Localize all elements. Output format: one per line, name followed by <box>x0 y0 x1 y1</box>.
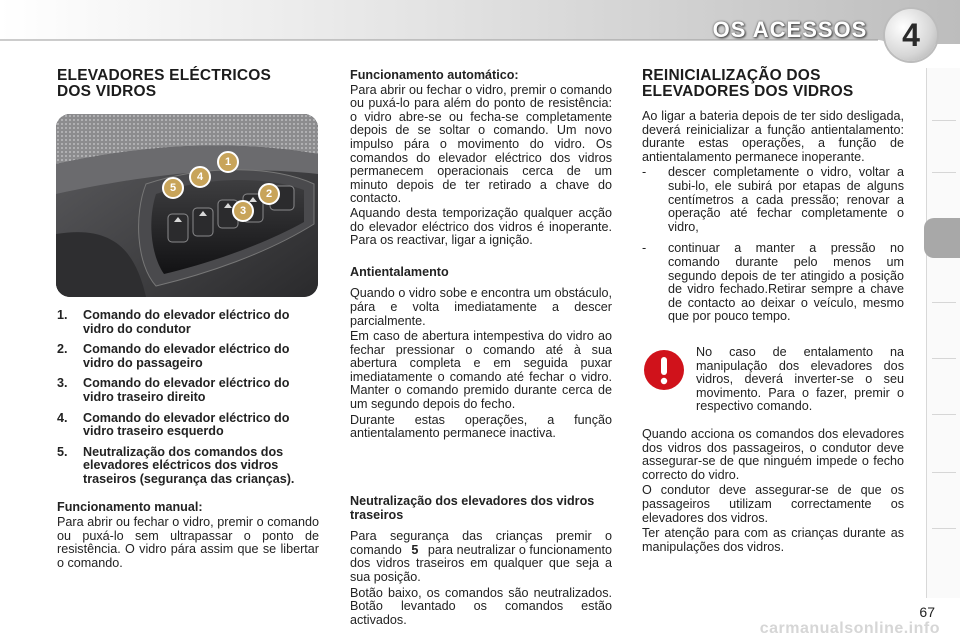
section-title-reinit: REINICIALIZAÇÃO DOS ELEVADORES DOS VIDROS <box>642 67 854 100</box>
column-right <box>642 68 904 324</box>
column-right-lower <box>642 428 904 554</box>
list-item: 4. Comando do elevador eléctrico do vidro traseiro esquerdo <box>57 410 290 439</box>
heading-auto-operation: Funcionamento automático: <box>350 68 519 82</box>
bullet-item: - continuar a manter a pressão no comando durante pelo menos um segundo depois de ter atingido a posição de vidro fechado.Retirar sempre a chave de contacto ao deixar o veículo, mesmo que por pouco tempo. <box>642 241 904 324</box>
column-middle <box>350 69 612 441</box>
chapter-badge <box>885 9 937 61</box>
header <box>0 0 960 60</box>
heading-anti-pinch: Antientalamento <box>350 264 449 279</box>
callout-2: 2 <box>258 183 280 205</box>
side-tab-divider <box>932 414 956 415</box>
paragraph-passenger-use: O condutor deve assegurar-se de que os passageiros utilizam correctamente os elevadores dos vidros. <box>642 483 904 525</box>
door-panel-illustration <box>56 114 318 297</box>
chapter-number: 4 <box>902 17 920 53</box>
paragraph-anti-2: Em caso de abertura intempestiva do vidro ao fechar pressionar o comando até à sua abertura completa e em seguida puxar imediatamente o comando até fechar o vidro. Manter o comando premido durante cerca de um segundo depois do fecho. <box>350 329 612 412</box>
heading-manual-operation: Funcionamento manual: <box>57 499 203 514</box>
paragraph-anti-1: Quando o vidro sobe e encontra um obstáculo, pára e volta imediatamente a descer parcialmente. <box>350 286 612 328</box>
paragraph-auto-1: Para abrir ou fechar o vidro, premir o comando ou puxá-lo para além do ponto de resistência: o vidro abre-se ou fecha-se completamente depois de se soltar o comando. Um novo impulso pára o movimento do vidro. Os comandos do elevador eléctrico dos vidros permanecem operacionais cerca de um minuto depois de ter retirado a chave do contacto. <box>350 82 612 206</box>
paragraph-reinit-intro: Ao ligar a bateria depois de ter sido desligada, deverá reinicializar a função antientalamento: durante estas operações, a função de antientalamento permanece inoperante. <box>642 109 904 164</box>
callout-5: 5 <box>162 177 184 199</box>
paragraph-auto-2: Aquando desta temporização qualquer acção do elevador eléctrico dos vidros é inoperante. Para os reactivar, ligar a ignição. <box>350 205 612 248</box>
page-number: 67 <box>919 604 935 620</box>
side-tab-divider <box>932 172 956 173</box>
side-tab-divider <box>932 120 956 121</box>
column-middle-lower <box>350 495 612 627</box>
warning-box <box>642 346 904 414</box>
warning-icon <box>642 348 686 392</box>
door-panel-photo <box>56 114 318 297</box>
bullet-item: - descer completamente o vidro, voltar a subi-lo, ele subirá por etapas de alguns centímetros a cada pressão; renovar a operação até fechar completamente o vidro, <box>642 165 904 234</box>
warning-text: No caso de entalamento na manipulação dos elevadores dos vidros, deverá inverter-se o seu movimento. Para o fazer, premir o respectivo comando. <box>696 345 904 414</box>
header-title: OS ACESSOS <box>712 17 868 42</box>
side-tab-divider <box>932 302 956 303</box>
control-ref-5: 5 <box>411 542 419 557</box>
callout-3: 3 <box>232 200 254 222</box>
paragraph-driver-check: Quando acciona os comandos dos elevadores dos vidros dos passageiros, o condutor deve assegurar-se de que ninguém impede o fecho correcto do vidro. <box>642 427 904 482</box>
list-item: 2. Comando do elevador eléctrico do vidro do passageiro <box>57 342 290 370</box>
watermark: carmanualsonline.info <box>759 620 940 637</box>
list-item: 3. Comando do elevador eléctrico do vidro traseiro direito <box>57 376 290 404</box>
column-left <box>57 68 319 100</box>
heading-rear-lockout: Neutralização dos elevadores dos vidros traseiros <box>350 494 595 522</box>
list-item: 1. Comando do elevador eléctrico do vidro do condutor <box>57 308 290 336</box>
paragraph-rear-lockout-2: Botão baixo, os comandos são neutralizados. Botão levantado os comandos estão activados. <box>350 585 612 627</box>
list-item: 5. Neutralização dos comandos dos elevadores eléctricos dos vidros traseiros (segurança das crianças). <box>57 444 295 486</box>
side-tab-divider <box>932 472 956 473</box>
paragraph-rear-lockout-1: Para segurança das crianças premir o comando 5 para neutralizar o funcionamento dos vidros traseiros em qualquer que seja a sua posição. <box>350 529 613 584</box>
side-tab-strip <box>926 68 960 598</box>
callout-1: 1 <box>217 151 239 173</box>
paragraph-children-caution: Ter atenção para com as crianças durante as manipulações dos vidros. <box>642 526 904 554</box>
column-left-list <box>57 309 319 571</box>
side-tab-active[interactable] <box>924 218 960 258</box>
side-tab-divider <box>932 528 956 529</box>
callout-4: 4 <box>189 166 211 188</box>
paragraph-anti-3: Durante estas operações, a função antientalamento permanece inactiva. <box>350 412 612 441</box>
control-legend-list <box>57 309 319 487</box>
paragraph-manual-operation: Para abrir ou fechar o vidro, premir o comando ou puxá-lo sem ultrapassar o ponto de resistência. O vidro pára assim que se libertar o comando. <box>57 515 319 570</box>
side-tabs <box>926 68 960 608</box>
side-tab-divider <box>932 358 956 359</box>
section-title-window-lifts: ELEVADORES ELÉCTRICOS DOS VIDROS <box>57 67 272 100</box>
